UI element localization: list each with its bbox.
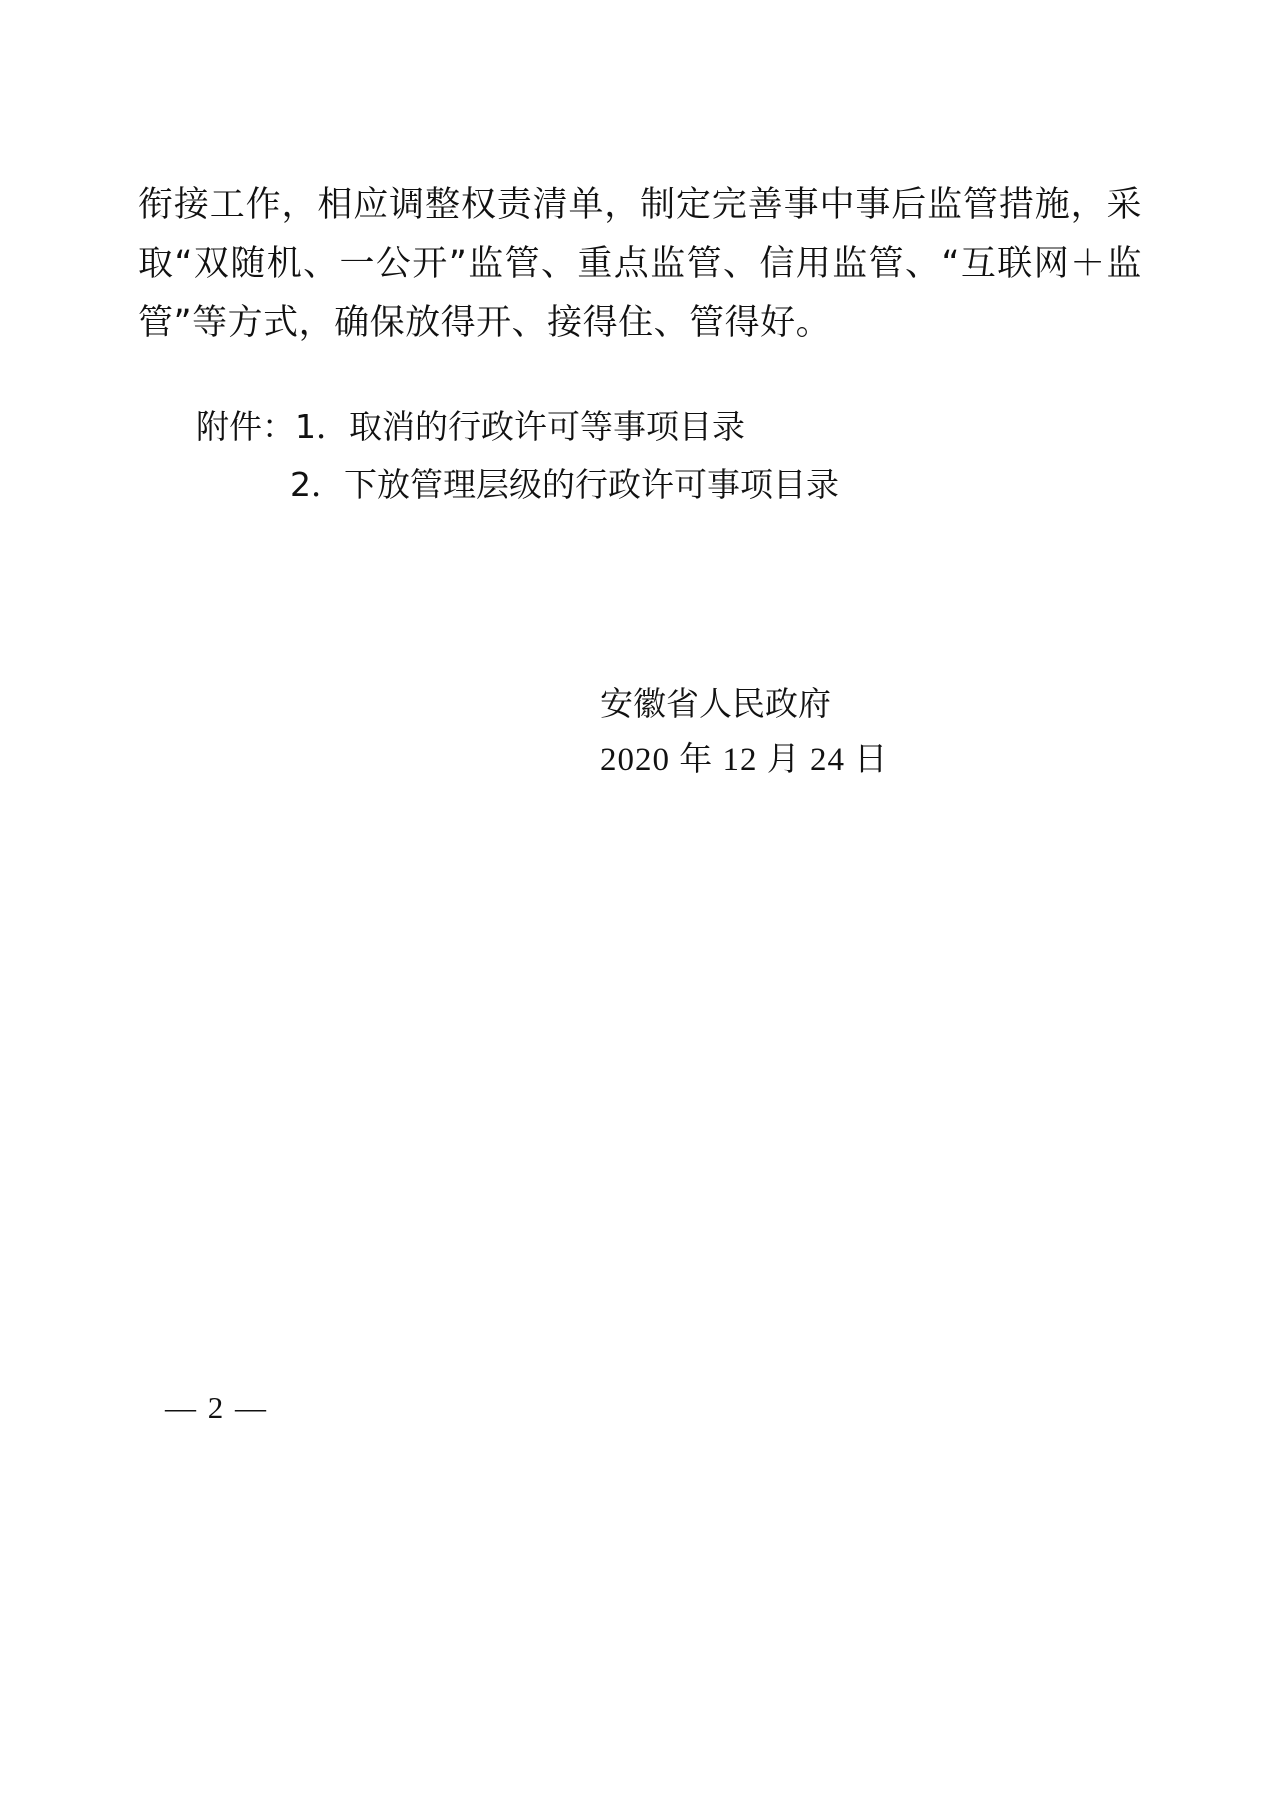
page-number-footer: — 2 — — [165, 1390, 268, 1425]
body-paragraph: 衔接工作，相应调整权责清单，制定完善事中事后监管措施，采取“双随机、一公开”监管、重点监管、信用监管、“互联网＋监管”等方式，确保放得开、接得住、管得好。 — [138, 185, 1142, 343]
signature-block — [600, 676, 1080, 788]
issue-date: 2020 年 12 月 24 日 — [600, 742, 889, 778]
attachment-item-2: 2．下放管理层级的行政许可事项目录 — [290, 465, 839, 504]
issuing-organization: 安徽省人民政府 — [600, 684, 831, 723]
attachment-list — [138, 398, 1142, 514]
body-text-block — [138, 176, 1142, 353]
attachment-item-1: 附件：1．取消的行政许可等事项目录 — [196, 407, 745, 446]
